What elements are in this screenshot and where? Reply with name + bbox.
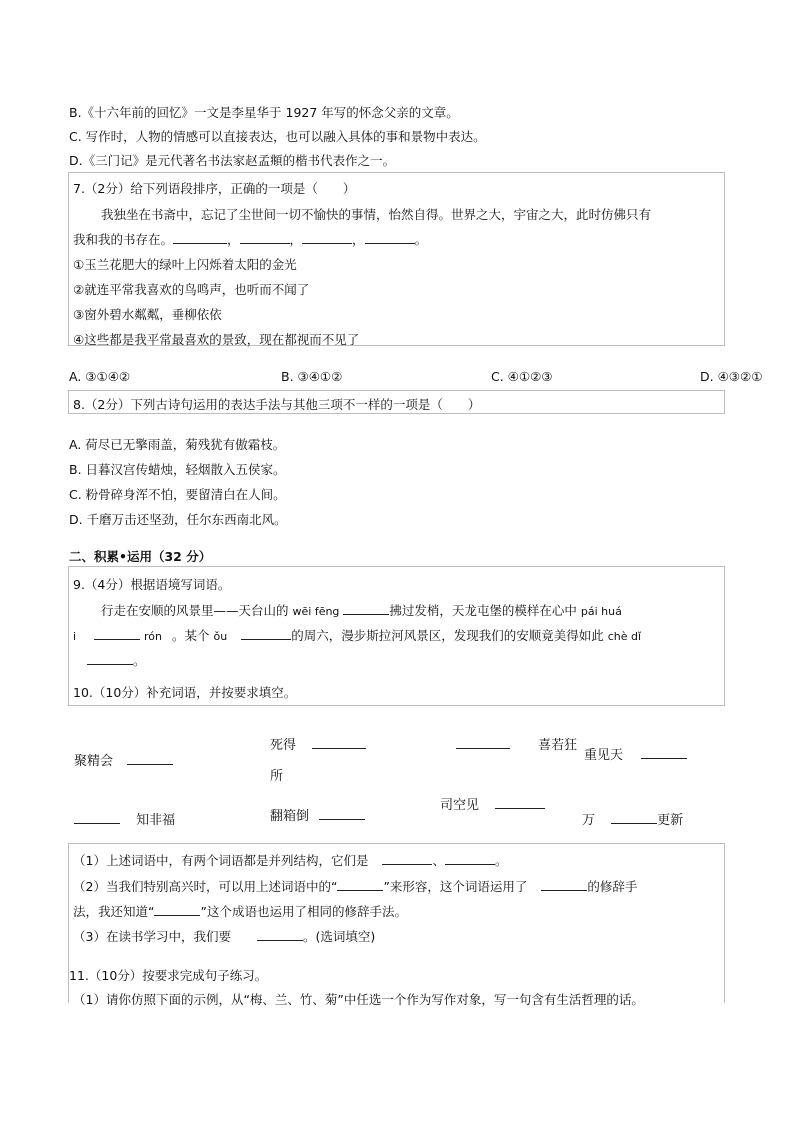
q10-sub3: （3）在读书学习中，我们要 。(选词填空) xyxy=(73,929,376,944)
pinyin: i xyxy=(73,630,77,643)
q7-passage-line1: 我独坐在书斋中，忘记了尘世间一切不愉快的事情，怡然自得。世界之大，宇宙之大，此时仿佛只有 xyxy=(101,207,652,222)
q7-choice-a[interactable]: A. ③①④② xyxy=(69,369,131,384)
q7-blank-4[interactable] xyxy=(365,231,415,244)
section-heading: 二、积累•运用（32 分） xyxy=(69,549,212,564)
q10-sub2: （2）当我们特别高兴时，可以用上述词语中的“ ”来形容，这个词语运用了 的修辞手 xyxy=(73,879,638,894)
q8-option-d[interactable]: D. 千磨万击还坚劲，任尔东西南北风。 xyxy=(69,512,287,527)
q10-sub2-cont: 法，我还知道“ ”这个成语也运用了相同的修辞手法。 xyxy=(73,904,407,919)
q7-stem: 7.（2分）给下列语段排序，正确的一项是（ ） xyxy=(73,181,356,196)
option-c: C. 写作时，人物的情感可以直接表达，也可以融入具体的事和景物中表达。 xyxy=(69,129,486,144)
q10-word: 死得 xyxy=(270,734,366,753)
q7-choice-c[interactable]: C. ④①②③ xyxy=(491,369,553,384)
q9-blank-1[interactable] xyxy=(343,602,389,615)
q9-blank-3[interactable] xyxy=(241,627,291,640)
question-10-sub-box xyxy=(68,843,725,1007)
q10-stem: 10.（10分）补充词语，并按要求填空。 xyxy=(73,685,297,700)
q10-word: 知非福 xyxy=(74,809,175,828)
q7-blank-2[interactable] xyxy=(240,231,290,244)
q7-choice-b[interactable]: B. ③④①② xyxy=(281,369,343,384)
q10-word: 重见天 xyxy=(584,744,687,763)
q10-blank[interactable] xyxy=(319,807,365,820)
q7-item: ④这些都是我平常最喜欢的景致，现在都视而不见了 xyxy=(73,332,360,347)
q8-stem: 8.（2分）下列古诗句运用的表达手法与其他三项不一样的一项是（ ） xyxy=(73,397,481,412)
q10-word: 司空见 xyxy=(440,794,545,813)
pinyin: pái huá xyxy=(580,605,622,618)
option-d: D.《三门记》是元代著名书法家赵孟頫的楷书代表作之一。 xyxy=(69,153,396,168)
pinyin: wēi fēng xyxy=(292,605,340,618)
pinyin: ǒu xyxy=(213,630,228,643)
q10-blank[interactable] xyxy=(495,796,545,809)
q7-item: ③窗外碧水粼粼，垂柳依依 xyxy=(73,307,222,322)
q10-sub2-blank-3[interactable] xyxy=(154,903,200,916)
q10-sub1-blank-2[interactable] xyxy=(445,852,495,865)
q10-word: 万 更新 xyxy=(582,813,684,828)
q7-choice-d[interactable]: D. ④③②① xyxy=(700,369,763,384)
q8-option-a[interactable]: A. 荷尽已无擎雨盖，菊残犹有傲霜枝。 xyxy=(69,437,286,452)
q7-item: ①玉兰花肥大的绿叶上闪烁着太阳的金光 xyxy=(73,257,297,272)
q10-word: 聚精会 xyxy=(74,750,173,769)
q10-blank[interactable] xyxy=(127,752,173,765)
q10-blank[interactable] xyxy=(641,746,687,759)
q10-word: 翻箱倒 xyxy=(270,805,365,824)
q10-blank[interactable] xyxy=(456,736,510,749)
q10-blank[interactable] xyxy=(312,736,366,749)
q7-blank-3[interactable] xyxy=(302,231,352,244)
q7-blank-1[interactable] xyxy=(173,231,227,244)
q9-stem: 9.（4分）根据语境写词语。 xyxy=(73,577,231,592)
q7-passage-line2: 我和我的书存在。 ， ， ， 。 xyxy=(73,232,428,247)
q9-blank-2[interactable] xyxy=(94,627,140,640)
pinyin: chè dǐ xyxy=(607,630,642,643)
q10-blank[interactable] xyxy=(611,811,657,824)
question-8-box xyxy=(68,390,725,414)
q8-option-b[interactable]: B. 日暮汉宫传蜡烛，轻烟散入五侯家。 xyxy=(69,462,286,477)
q11-stem: 11.（10分）按要求完成句子练习。 xyxy=(69,968,268,983)
option-b: B.《十六年前的回忆》一文是李星华于 1927 年写的怀念父亲的文章。 xyxy=(69,105,459,120)
q10-sub1: （1）上述词语中，有两个词语都是并列结构，它们是 、 。 xyxy=(73,853,508,868)
q9-line2: i rón 。某个 ǒu 的周六，漫步斯拉河风景区，发现我们的安顺竟美得如此 chè dǐ xyxy=(73,628,642,643)
q8-option-c[interactable]: C. 粉骨碎身浑不怕，要留清白在人间。 xyxy=(69,487,286,502)
q7-item: ②就连平常我喜欢的鸟鸣声，也听而不闻了 xyxy=(73,282,310,297)
q9-blank-4[interactable] xyxy=(87,652,133,665)
q9-line1: 行走在安顺的风景里——天台山的 wēi fēng 拂过发梢，天龙屯堡的模样在心中 pái huá xyxy=(101,603,622,618)
q11-sub1: （1）请你仿照下面的示例，从“梅、兰、竹、菊”中任选一个作为写作对象，写一句含有生活哲理的话。 xyxy=(73,992,644,1007)
question-7-box xyxy=(68,172,725,346)
q10-sub2-blank-1[interactable] xyxy=(337,878,383,891)
q10-word-suffix: 所 xyxy=(270,769,284,784)
q10-blank[interactable] xyxy=(74,811,120,824)
q9-line3: 。 xyxy=(87,651,146,669)
q10-sub1-blank-1[interactable] xyxy=(382,852,432,865)
q10-sub3-blank[interactable] xyxy=(257,928,303,941)
q10-sub2-blank-2[interactable] xyxy=(541,878,587,891)
q10-word: 喜若狂 xyxy=(456,734,577,753)
pinyin: rón xyxy=(144,630,163,643)
question-9-box xyxy=(68,566,725,706)
